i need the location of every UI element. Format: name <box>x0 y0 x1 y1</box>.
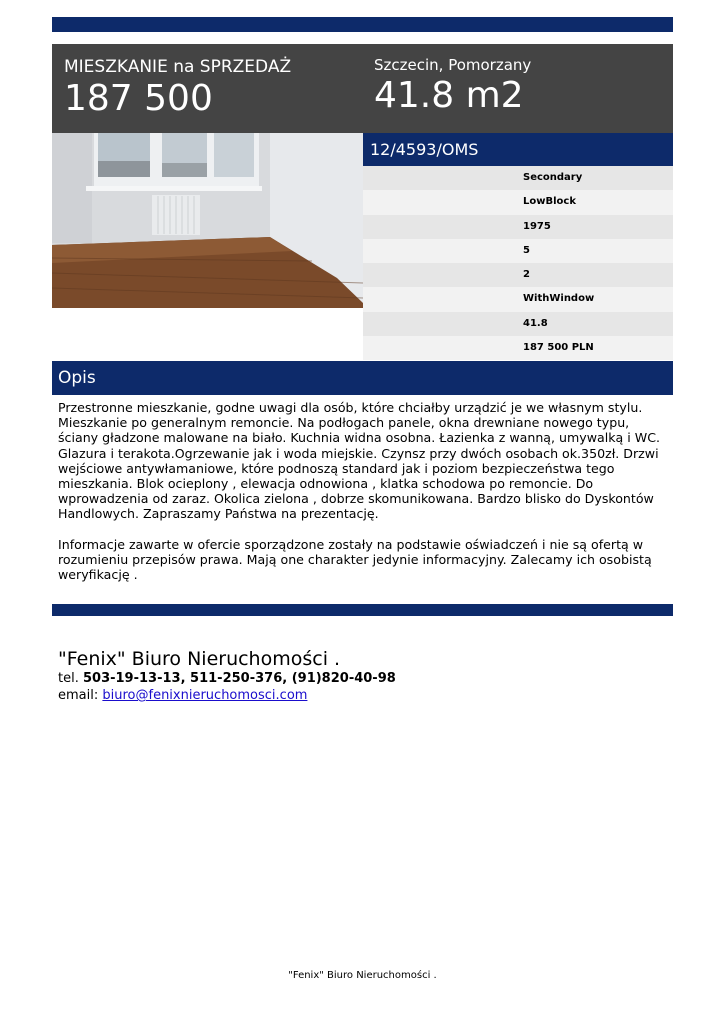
area-value: 41.8 m2 <box>374 75 524 116</box>
top-accent-bar <box>52 17 673 32</box>
disclaimer-paragraph: Informacje zawarte w ofercie sporządzone zostały na podstawie oświadczeń i nie są ofertą w rozumieniu przepisów prawa. Mają one charakter jedynie informacyjny. Zalecamy ich osobistą weryfikację . <box>58 536 652 583</box>
agency-name: "Fenix" Biuro Nieruchomości . <box>58 648 341 670</box>
header-left <box>64 56 291 120</box>
description-title: Opis <box>58 368 96 388</box>
listing-header <box>52 44 673 133</box>
section-divider-bar <box>52 604 673 616</box>
email-link[interactable]: biuro@fenixnieruchomosci.com <box>102 688 308 703</box>
detail-kitchen: WithWindow <box>363 287 673 311</box>
details-table <box>363 166 673 360</box>
detail-price: 187 500 PLN <box>363 336 673 360</box>
reference-number: 12/4593/OMS <box>363 133 673 166</box>
phone-line <box>58 670 396 687</box>
detail-building-type: LowBlock <box>363 190 673 214</box>
detail-market: Secondary <box>363 166 673 190</box>
detail-year-built: 1975 <box>363 215 673 239</box>
detail-floor: 5 <box>363 239 673 263</box>
tel-label: tel. <box>58 671 79 686</box>
room-photo-illustration <box>52 133 363 308</box>
page-footer: "Fenix" Biuro Nieruchomości . <box>288 970 437 981</box>
agency-contact <box>58 648 396 704</box>
listing-details-panel <box>363 133 673 360</box>
apartment-photo <box>52 133 363 308</box>
price-value: 187 500 <box>64 78 213 119</box>
email-line <box>58 687 396 704</box>
detail-area: 41.8 <box>363 312 673 336</box>
email-label: email: <box>58 688 99 703</box>
location-label: Szczecin, Pomorzany <box>374 56 532 74</box>
description-paragraph: Przestronne mieszkanie, godne uwagi dla osób, które chciałby urządzić je we własnym stylu. Mieszkanie po generalnym remoncie. Na podłogach panele, okna drewniane nowego typu, ściany gładzone malowane na biało. Kuchnia widna osobna. Łazienka z wanną, umywalką i WC. Glazura i terakota.Ogrzewanie jak i woda miejskie. Czynsz przy dwóch osobach ok.350zł. Drzwi wejściowe antywłamaniowe, które podnoszą standard jak i poziom bezpieczeństwa tego mieszkania. Blok ocieplony , elewacja odnowiona , klatka schodowa po remoncie. Do wprowadzenia od zaraz. Okolica zielona , dobrze skomunikowana. Bardzo blisko do Dyskontów Handlowych. Zapraszamy Państwa na prezentację. <box>58 400 661 522</box>
detail-rooms: 2 <box>363 263 673 287</box>
phone-numbers: 503-19-13-13, 511-250-376, (91)820-40-98 <box>82 671 396 686</box>
description-header <box>52 361 673 395</box>
header-right <box>374 56 531 117</box>
property-type-label: MIESZKANIE na SPRZEDAŻ <box>64 57 292 77</box>
description-body <box>58 400 668 597</box>
